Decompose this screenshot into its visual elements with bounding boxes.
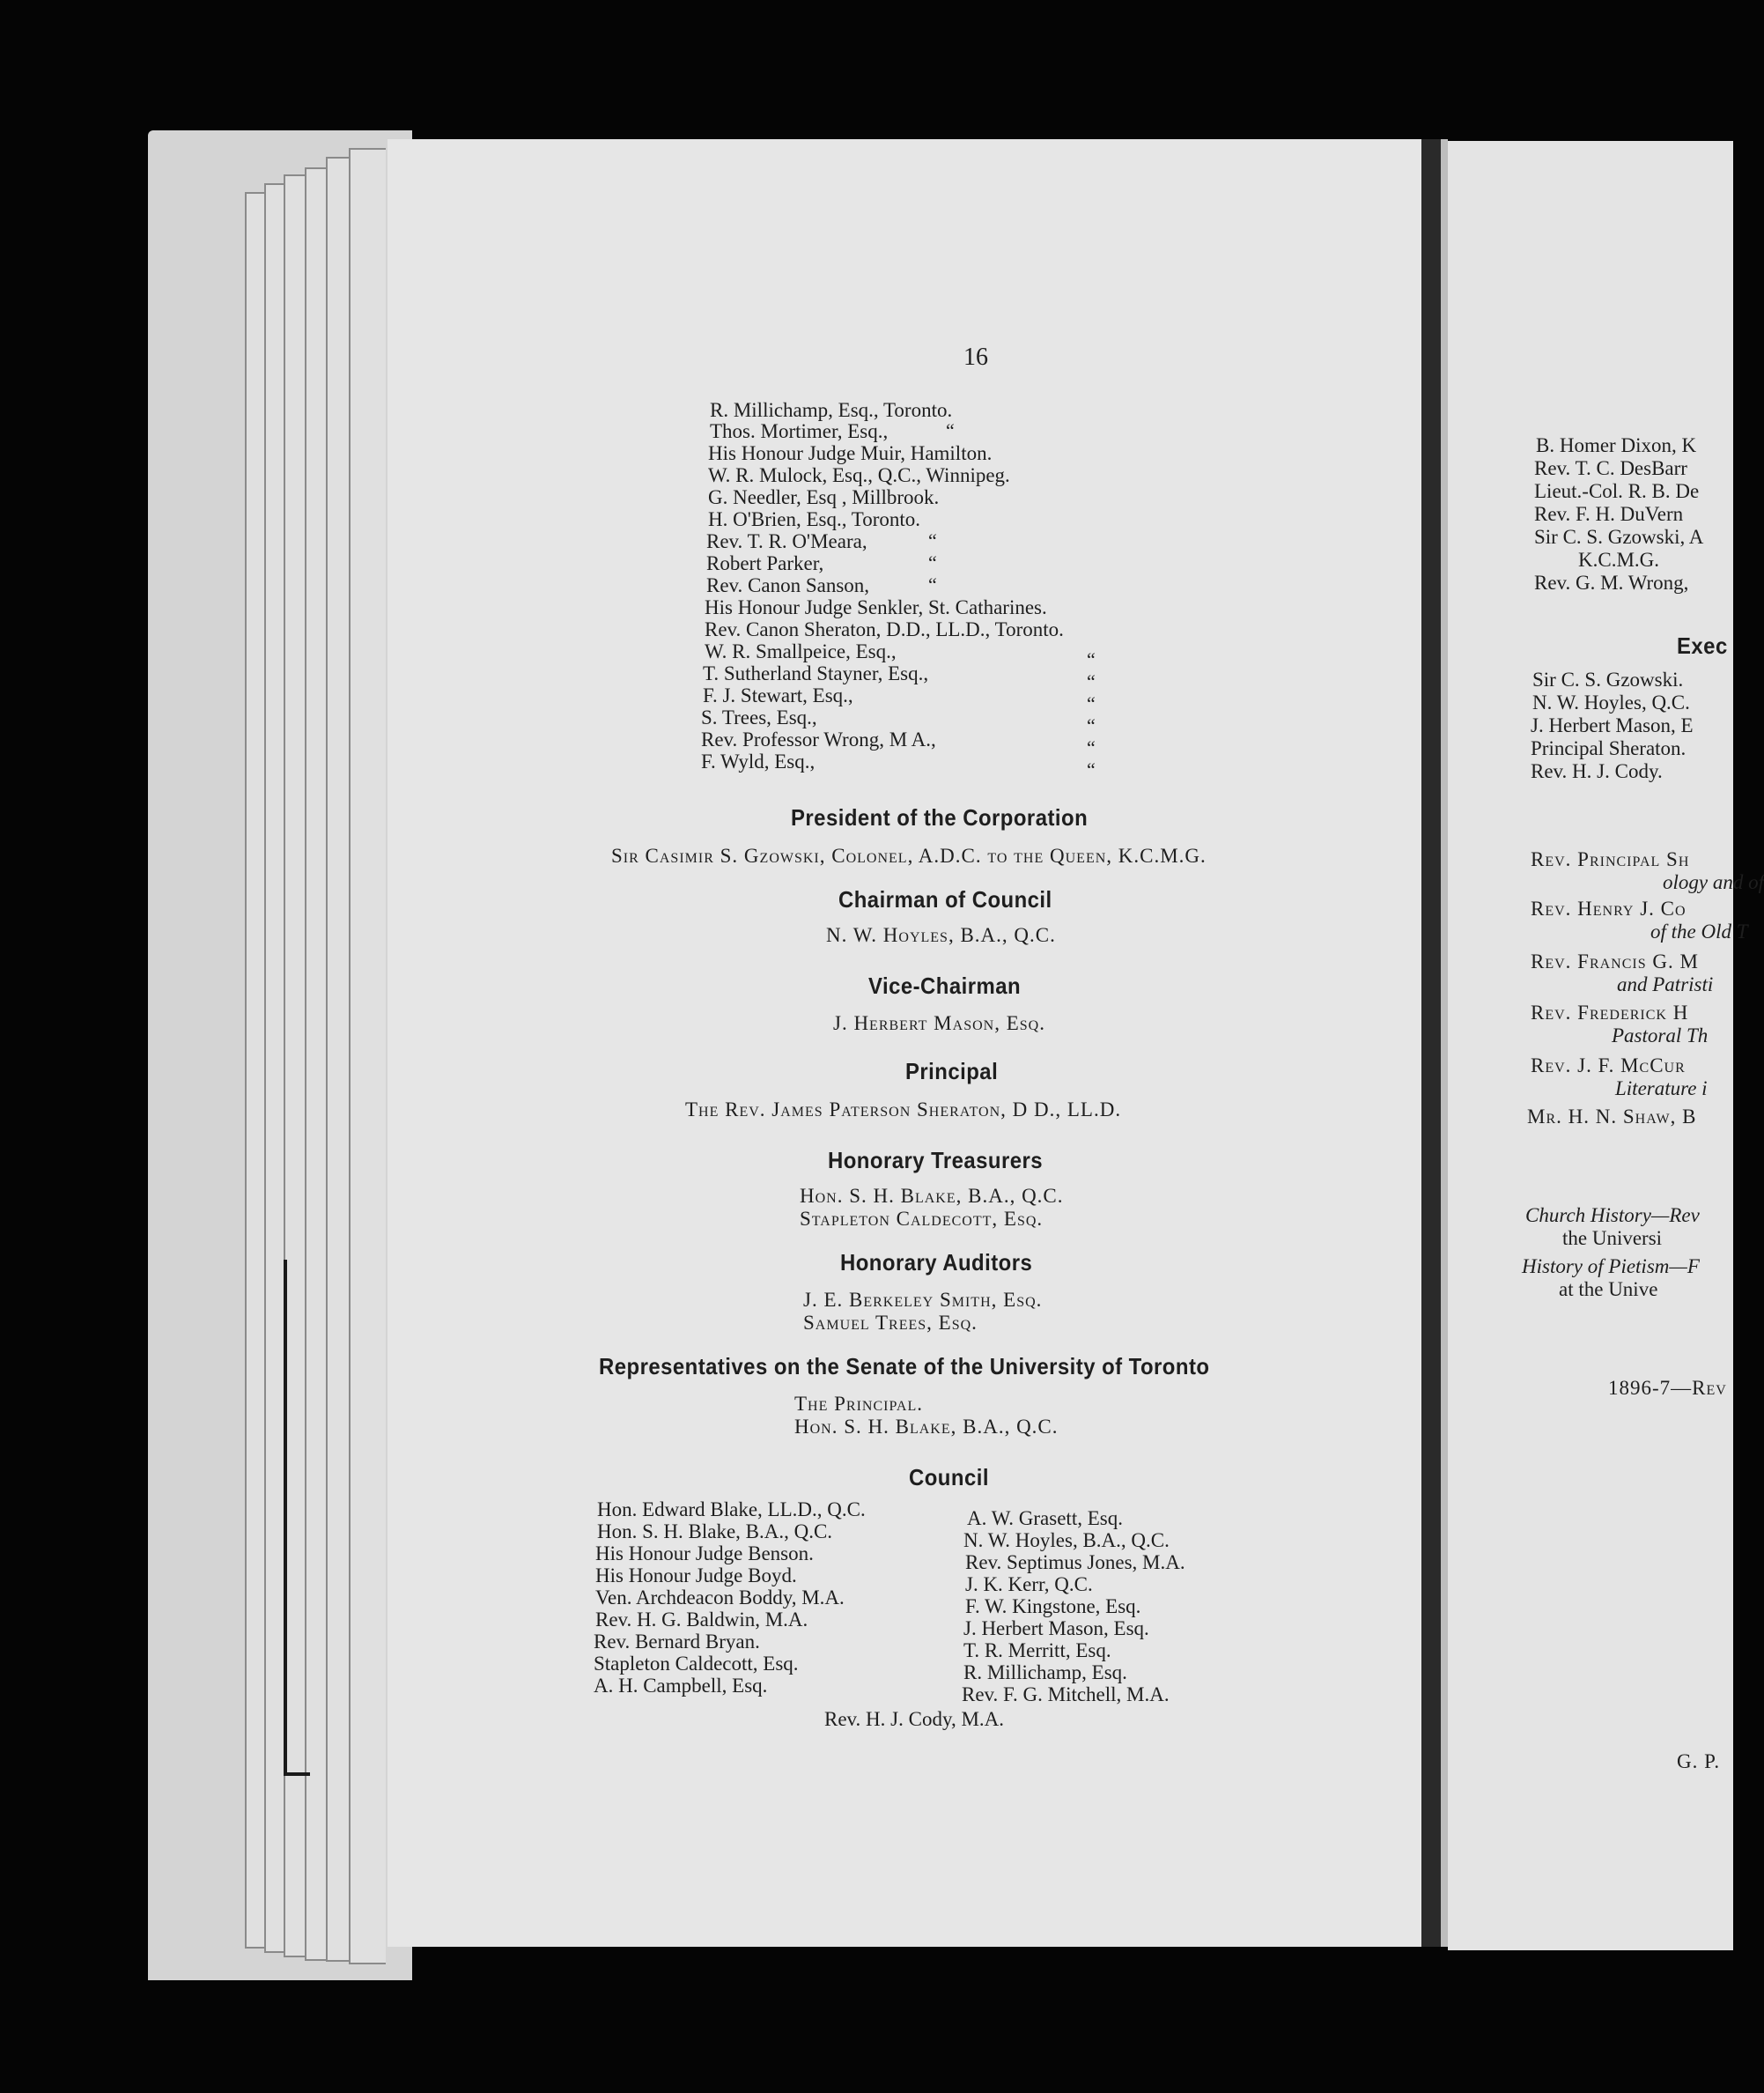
faculty-line: and Patristi [1617, 973, 1714, 995]
right-list-item: Sir C. S. Gzowski, A [1534, 526, 1704, 548]
faculty-line: Rev. Principal Sh [1531, 848, 1690, 870]
chairman-name: N. W. Hoyles, B.A., Q.C. [826, 924, 1056, 946]
page-edge [349, 148, 386, 1964]
faculty-line: Rev. Francis G. M [1531, 950, 1699, 973]
list-item: Rev. Professor Wrong, M A., [701, 728, 936, 751]
council-member: F. W. Kingstone, Esq. [965, 1595, 1141, 1617]
list-item: Rev. Canon Sheraton, D.D., LL.D., Toronto. [705, 618, 1064, 640]
right-list-item: Lieut.-Col. R. B. De [1534, 480, 1700, 502]
section-heading-president: President of the Corporation [791, 804, 1089, 831]
council-member: Rev. H. G. Baldwin, M.A. [595, 1609, 808, 1631]
section-heading-auditors: Honorary Auditors [840, 1249, 1033, 1276]
vice-chairman-name: J. Herbert Mason, Esq. [833, 1012, 1045, 1034]
section-heading-chairman: Chairman of Council [838, 886, 1052, 913]
council-member: A. W. Grasett, Esq. [967, 1507, 1123, 1529]
ditto-mark: “ [928, 573, 937, 595]
list-item: Robert Parker, [706, 552, 824, 574]
president-name: Sir Casimir S. Gzowski, Colonel, A.D.C. to the Queen, K.C.M.G. [611, 845, 1207, 867]
senate-representative: Hon. S. H. Blake, B.A., Q.C. [794, 1416, 1059, 1438]
council-member: T. R. Merritt, Esq. [963, 1639, 1111, 1661]
council-member: His Honour Judge Benson. [595, 1542, 814, 1564]
exec-list-item: J. Herbert Mason, E [1531, 714, 1694, 736]
book-gutter [1421, 139, 1441, 1947]
right-list-item: B. Homer Dixon, K [1536, 434, 1697, 456]
ditto-mark: “ [1087, 648, 1096, 670]
list-item: F. J. Stewart, Esq., [703, 684, 853, 706]
year-line: 1896-7—Rev [1608, 1377, 1727, 1399]
senate-representative: The Principal. [794, 1393, 923, 1415]
ditto-mark: “ [928, 529, 937, 551]
signature-initials: G. P. [1677, 1750, 1721, 1772]
right-list-item: Rev. T. C. DesBarr [1534, 457, 1687, 479]
lecture-line: History of Pietism—F [1522, 1255, 1700, 1277]
list-item: His Honour Judge Muir, Hamilton. [708, 442, 993, 464]
ditto-mark: “ [928, 551, 937, 573]
list-item: His Honour Judge Senkler, St. Catharines. [705, 596, 1047, 618]
section-heading-principal: Principal [905, 1058, 999, 1084]
faculty-line: Literature i [1615, 1077, 1708, 1099]
right-section-heading: Exec [1677, 632, 1728, 659]
council-member: A. H. Campbell, Esq. [594, 1675, 768, 1697]
council-member: Rev. F. G. Mitchell, M.A. [962, 1683, 1170, 1705]
section-heading-council: Council [909, 1464, 989, 1490]
council-member-last: Rev. H. J. Cody, M.A. [824, 1708, 1005, 1730]
council-member: His Honour Judge Boyd. [595, 1564, 797, 1586]
list-item: G. Needler, Esq , Millbrook. [708, 486, 940, 508]
council-member: J. Herbert Mason, Esq. [963, 1617, 1149, 1639]
lecture-line [1525, 1205, 1700, 1225]
lecture-line: at the Unive [1559, 1278, 1658, 1300]
section-heading-vice-chairman: Vice-Chairman [868, 973, 1022, 999]
list-item: H. O'Brien, Esq., Toronto. [708, 508, 921, 530]
council-member: Rev. Bernard Bryan. [594, 1631, 760, 1653]
right-page-content [1448, 0, 1764, 2093]
faculty-line: ology and of [1663, 871, 1764, 893]
right-list-item: Rev. F. H. DuVern [1534, 503, 1684, 525]
list-item: S. Trees, Esq., [701, 706, 817, 728]
binding-bracket [284, 1260, 310, 1776]
council-member: R. Millichamp, Esq. [963, 1661, 1127, 1683]
council-member: N. W. Hoyles, B.A., Q.C. [963, 1529, 1170, 1551]
right-list-item: Rev. G. M. Wrong, [1534, 572, 1689, 594]
section-heading-senate: Representatives on the Senate of the University of Toronto [599, 1353, 1210, 1379]
council-member: Hon. S. H. Blake, B.A., Q.C. [597, 1520, 833, 1542]
ditto-mark: “ [1087, 714, 1096, 736]
right-list-item: K.C.M.G. [1578, 549, 1660, 571]
lecture-line: the Universi [1562, 1227, 1663, 1249]
section-heading-treasurers: Honorary Treasurers [828, 1147, 1044, 1173]
faculty-line: Rev. J. F. McCur [1531, 1054, 1686, 1076]
faculty-line: Rev. Henry J. Co [1531, 898, 1687, 920]
gutter-highlight [1441, 139, 1448, 1947]
list-item: R. Millichamp, Esq., Toronto. [710, 399, 953, 421]
auditor-name: J. E. Berkeley Smith, Esq. [803, 1289, 1043, 1311]
council-member: Rev. Septimus Jones, M.A. [965, 1551, 1185, 1573]
list-item: W. R. Mulock, Esq., Q.C., Winnipeg. [708, 464, 1010, 486]
page-number: 16 [963, 344, 988, 371]
council-member: J. K. Kerr, Q.C. [965, 1573, 1093, 1595]
council-member: Hon. Edward Blake, LL.D., Q.C. [597, 1498, 866, 1520]
list-item: F. Wyld, Esq., [701, 751, 816, 773]
exec-list-item: Rev. H. J. Cody. [1531, 760, 1663, 782]
list-item: Rev. Canon Sanson, [706, 574, 870, 596]
lecture-title: Church History—Rev [1525, 1204, 1700, 1226]
list-item: Thos. Mortimer, Esq., [710, 420, 889, 442]
faculty-line: Rev. Frederick H [1531, 1002, 1689, 1024]
treasurer-name: Stapleton Caldecott, Esq. [800, 1208, 1044, 1230]
exec-list-item: Principal Sheraton. [1531, 737, 1687, 759]
ditto-mark: “ [1087, 736, 1096, 758]
exec-list-item: Sir C. S. Gzowski. [1532, 669, 1684, 691]
council-member: Ven. Archdeacon Boddy, M.A. [595, 1586, 845, 1609]
treasurer-name: Hon. S. H. Blake, B.A., Q.C. [800, 1185, 1064, 1207]
council-member: Stapleton Caldecott, Esq. [594, 1653, 799, 1675]
ditto-mark: “ [946, 419, 955, 441]
list-item: T. Sutherland Stayner, Esq., [703, 662, 929, 684]
principal-name: The Rev. James Paterson Sheraton, D D., LL.D. [685, 1098, 1122, 1120]
ditto-mark: “ [1087, 692, 1096, 714]
ditto-mark: “ [1087, 758, 1096, 780]
faculty-line: of the Old T [1650, 921, 1748, 943]
list-item: Rev. T. R. O'Meara, [706, 530, 867, 552]
exec-list-item: N. W. Hoyles, Q.C. [1532, 692, 1690, 714]
auditor-name: Samuel Trees, Esq. [803, 1312, 978, 1334]
faculty-line: Pastoral Th [1612, 1024, 1709, 1046]
ditto-mark: “ [1087, 670, 1096, 692]
list-item: W. R. Smallpeice, Esq., [705, 640, 897, 662]
faculty-line: Mr. H. N. Shaw, B [1527, 1106, 1697, 1128]
